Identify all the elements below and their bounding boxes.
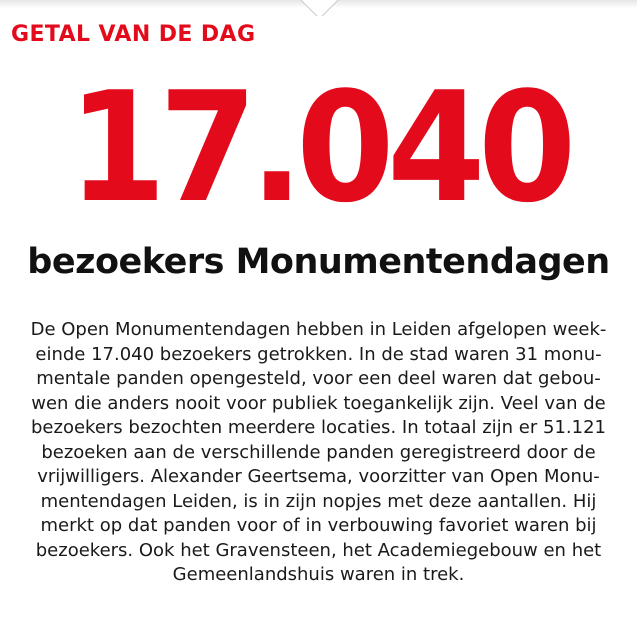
article-line: mentale panden opengesteld, voor een deel waren dat gebou-: [36, 368, 601, 389]
section-kicker: GETAL VAN DE DAG: [11, 22, 256, 47]
article-line: wen die anders nooit voor publiek toegankelijk zijn. Veel van de: [31, 392, 606, 414]
article-body: [10, 318, 627, 588]
article-line: vrijwilligers. Alexander Geertsema, voorzitter van Open Monu-: [37, 466, 600, 487]
top-notch-pointer: [298, 0, 342, 16]
article-line: Gemeenlandshuis waren in trek.: [172, 564, 465, 585]
article-line: einde 17.040 bezoekers getrokken. In de stad waren 31 monu-: [35, 343, 602, 365]
article-line: bezoeken aan de verschillende panden geregistreerd door de: [41, 441, 596, 463]
article-line: bezoekers bezochten meerdere locaties. In totaal zijn er 51.121: [31, 417, 606, 438]
article-line: merkt op dat panden voor of in verbouwing favoriet waren bij: [40, 515, 597, 536]
article-line: De Open Monumentendagen hebben in Leiden afgelopen week-: [30, 319, 607, 340]
number-subtitle: bezoekers Monumentendagen: [27, 242, 610, 282]
article-line: mentendagen Leiden, is in zijn nopjes met deze aantallen. Hij: [40, 490, 597, 512]
featured-number: 17.040: [68, 59, 569, 236]
article-line: bezoekers. Ook het Gravensteen, het Academiegebouw en het: [35, 539, 602, 561]
